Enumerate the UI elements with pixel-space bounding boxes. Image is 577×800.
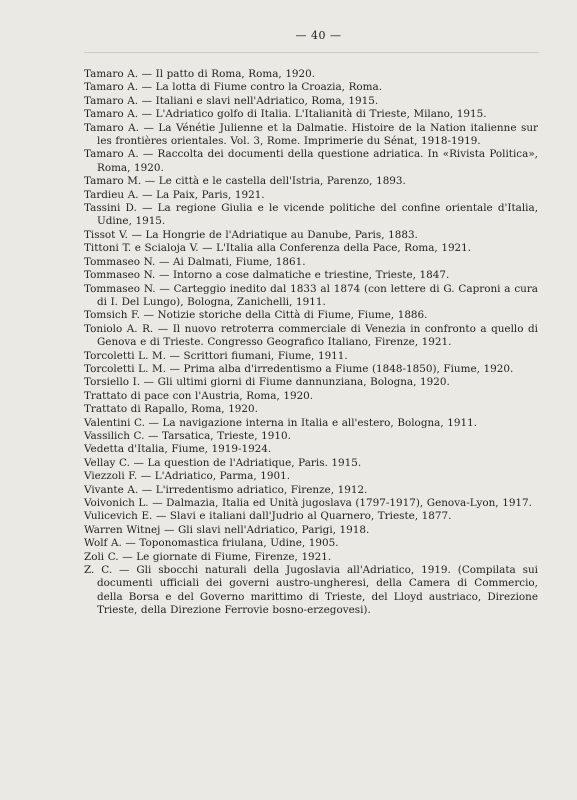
bibliography-entry: Tommaseo N. — Carteggio inedito dal 1833 al 1874 (con lettere di G. Caproni a cura di I. Del Lungo), Bologna, Zanichelli, 1911. <box>84 282 538 308</box>
bibliography-entry: Vellay C. — La question de l'Adriatique, Paris. 1915. <box>84 456 362 469</box>
bibliography-list <box>84 68 538 618</box>
bibliography-entry: Trattato di Rapallo, Roma, 1920. <box>84 403 258 416</box>
bibliography-entry: Tamaro A. — La Vénétie Julienne et la Dalmatie. Histoire de la Nation italienne sur les frontières orientales. Vol. 3, Rome. Imprimerie du Sénat, 1918-1919. <box>84 121 538 148</box>
bibliography-entry: Zoli C. — Le giornate di Fiume, Firenze, 1921. <box>84 550 332 563</box>
bibliography-entry: Tamaro A. — Il patto di Roma, Roma, 1920. <box>84 68 316 80</box>
bibliography-entry: Tamaro M. — Le città e le castella dell'Istria, Parenzo, 1893. <box>84 175 406 188</box>
bibliography-entry: Vassilich C. — Tarsatica, Trieste, 1910. <box>84 429 291 442</box>
bibliography-entry: Vedetta d'Italia, Fiume, 1919-1924. <box>84 443 272 456</box>
bibliography-entry: Tamaro A. — L'Adriatico golfo di Italia. L'Italianità di Trieste, Milano, 1915. <box>84 108 487 121</box>
bibliography-entry: Tardieu A. — La Paix, Paris, 1921. <box>84 188 265 201</box>
bibliography-entry: Torsiello I. — Gli ultimi giorni di Fiume dannunziana, Bologna, 1920. <box>84 376 450 389</box>
bibliography-entry: Voivonich L. — Dalmazia, Italia ed Unità jugoslava (1797-1917), Genova-Lyon, 1917. <box>84 497 532 509</box>
bibliography-entry: Tomsich F. — Notizie storiche della Città di Fiume, Fiume, 1886. <box>84 309 428 322</box>
bibliography-entry: Tommaseo N. — Intorno a cose dalmatiche e triestine, Trieste, 1847. <box>84 269 450 282</box>
bibliography-entry: Tissot V. — La Hongrie de l'Adriatique au Danube, Paris, 1883. <box>84 228 418 241</box>
bibliography-entry: Warren Witnej — Gli slavi nell'Adriatico, Parigi, 1918. <box>84 523 370 536</box>
bibliography-entry: Toniolo A. R. — Il nuovo retroterra commerciale di Venezia in confronto a quello di Genova e di Trieste. Congresso Geografico Italiano, Firenze, 1921. <box>84 322 538 349</box>
bibliography-entry: Tamaro A. — Raccolta dei documenti della questione adriatica. In «Rivista Politica», Roma, 1920. <box>84 148 538 174</box>
header-rule <box>84 52 539 53</box>
bibliography-entry: Trattato di pace con l'Austria, Roma, 1920. <box>84 389 314 402</box>
bibliography-entry: Tamaro A. — Italiani e slavi nell'Adriatico, Roma, 1915. <box>84 94 379 107</box>
bibliography-entry: Tamaro A. — La lotta di Fiume contro la Croazia, Roma. <box>84 81 383 94</box>
page-number: — 40 — <box>295 29 342 42</box>
bibliography-entry: Viezzoli F. — L'Adriatico, Parma, 1901. <box>84 470 290 483</box>
bibliography-entry: Torcoletti L. M. — Prima alba d'irredentismo a Fiume (1848-1850), Fiume, 1920. <box>84 362 514 375</box>
bibliography-entry: Tommaseo N. — Ai Dalmati, Fiume, 1861. <box>84 255 306 268</box>
bibliography-entry: Wolf A. — Toponomastica friulana, Udine, 1905. <box>84 537 339 550</box>
bibliography-entry: Tittoni T. e Scialoja V. — L'Italia alla Conferenza della Pace, Roma, 1921. <box>84 242 472 255</box>
bibliography-entry: Valentini C. — La navigazione interna in Italia e all'estero, Bologna, 1911. <box>84 416 478 429</box>
bibliography-entry: Torcoletti L. M. — Scrittori fiumani, Fiume, 1911. <box>84 349 348 362</box>
bibliography-entry: Vulicevich E. — Slavi e italiani dall'Judrio al Quarnero, Trieste, 1877. <box>84 510 452 523</box>
bibliography-entry: Tassini D. — La regione Giulia e le vicende politiche del confine orientale d'Italia, Udine, 1915. <box>84 202 538 228</box>
bibliography-entry: Vivante A. — L'irredentismo adriatico, Firenze, 1912. <box>84 483 368 496</box>
bibliography-entry: Z. C. — Gli sbocchi naturali della Jugoslavia all'Adriatico, 1919. (Compilata sui documenti ufficiali dei governi austro-ungheresi, della Camera di Commercio, della Borsa e del Governo marittimo di Trieste, del Lloyd austriaco, Direzione Trieste, della Direzione Ferrovie bosno-erzegovesi). <box>84 564 538 617</box>
